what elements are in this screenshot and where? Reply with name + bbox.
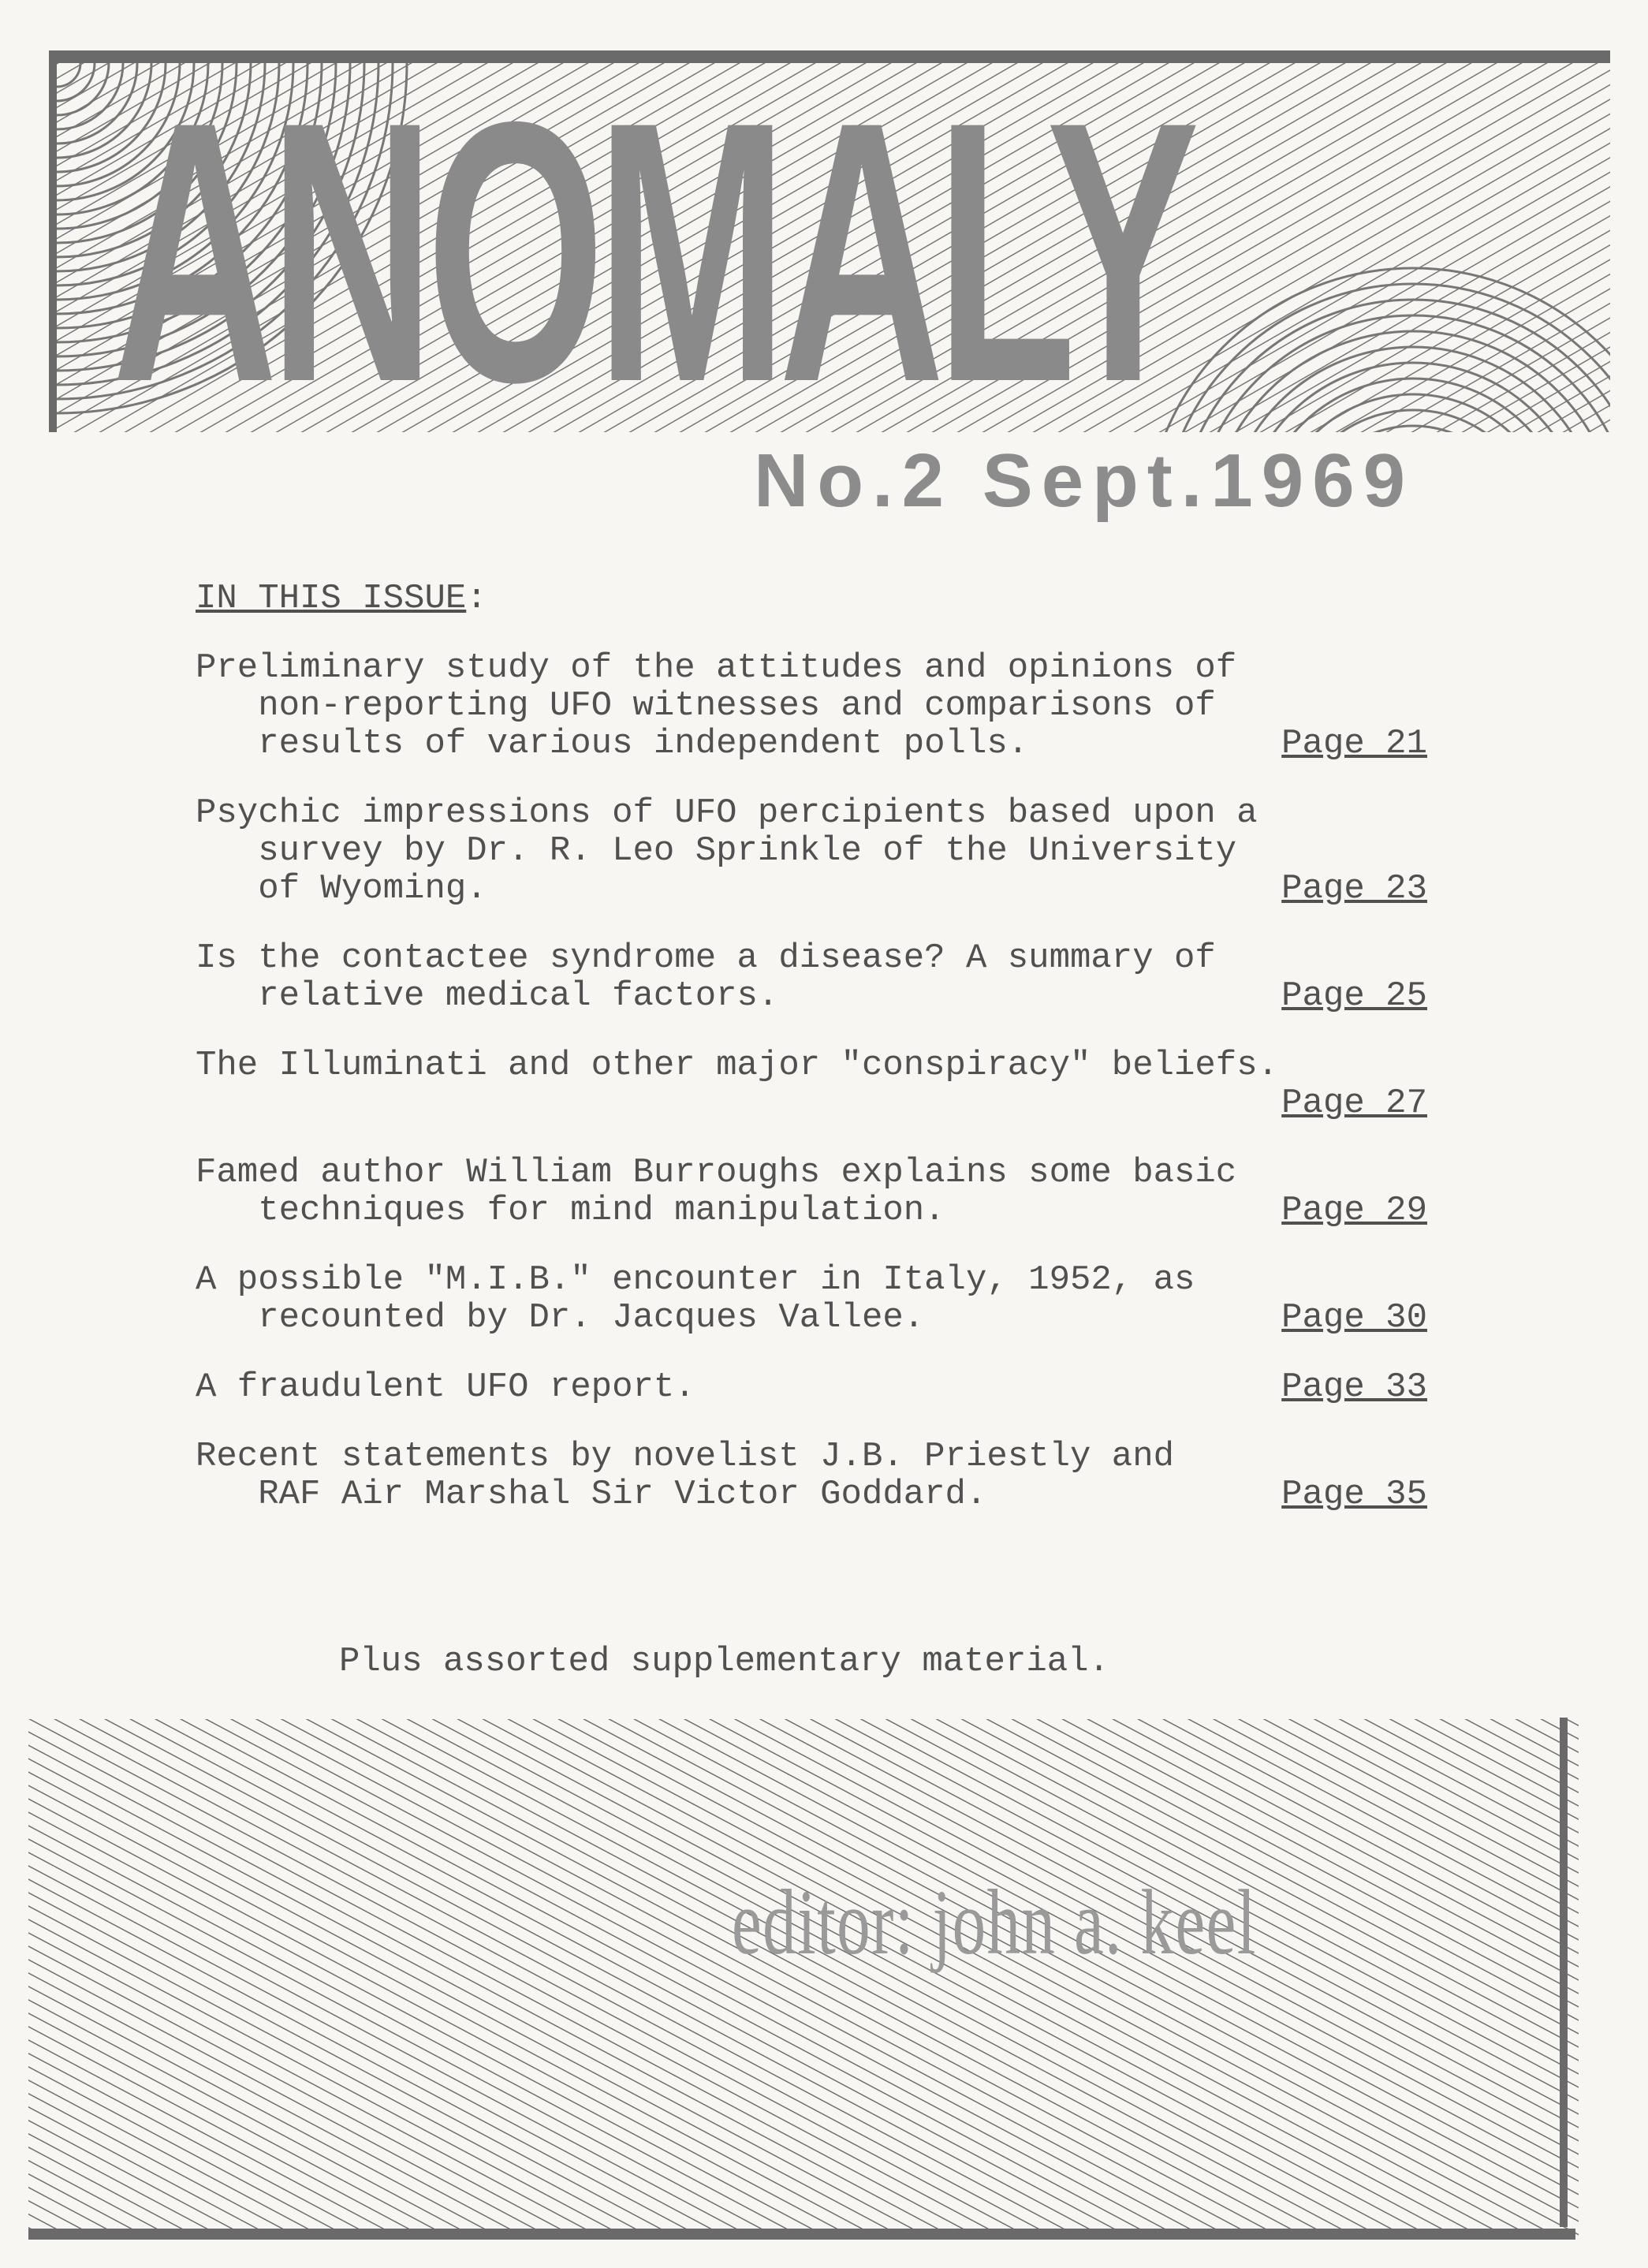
toc-heading-colon: :	[466, 579, 487, 618]
toc-entry-text: Preliminary study of the attitudes and opinions of non-reporting UFO witnesses and comparisons of results of various independent polls.	[196, 648, 1237, 763]
footer-right-rule	[1560, 1718, 1568, 2227]
toc-entry-text: A fraudulent UFO report.	[196, 1367, 695, 1407]
toc-entry-text: Recent statements by novelist J.B. Priestly and RAF Air Marshal Sir Victor Goddard.	[196, 1437, 1175, 1514]
table-of-contents	[196, 580, 1426, 1545]
footer-hatch-panel	[28, 1719, 1579, 2240]
toc-page-ref: Page 35	[1281, 1475, 1427, 1514]
issue-number-date: No.2 Sept.1969	[754, 438, 1414, 523]
toc-heading	[196, 580, 1426, 617]
toc-entry	[196, 649, 1426, 763]
toc-entry-text: Famed author William Burroughs explains some basic techniques for mind manipulation.	[196, 1153, 1237, 1230]
editor-credit: editor: john a. keel	[732, 1871, 1257, 1974]
toc-entry-text: Psychic impressions of UFO percipients based upon a survey by Dr. R. Leo Sprinkle of the University of Wyoming.	[196, 793, 1258, 908]
toc-page-ref: Page 33	[1281, 1367, 1427, 1407]
footer-line-pattern	[28, 1719, 1579, 2240]
toc-entry	[196, 1261, 1426, 1337]
toc-entry	[196, 1368, 1426, 1406]
toc-entry	[196, 939, 1426, 1015]
toc-page-ref: Page 27	[1281, 1084, 1427, 1123]
toc-entry	[196, 1438, 1426, 1513]
footer-bottom-rule	[28, 2229, 1575, 2240]
toc-entry	[196, 1046, 1426, 1122]
toc-heading-text: IN THIS ISSUE	[196, 579, 467, 618]
toc-entry	[196, 794, 1426, 908]
toc-entry-text: Is the contactee syndrome a disease? A summary of relative medical factors.	[196, 938, 1216, 1016]
toc-page-ref: Page 23	[1281, 869, 1427, 908]
toc-entry-text: The Illuminati and other major "conspiracy" beliefs.	[196, 1046, 1279, 1085]
toc-page-ref: Page 21	[1281, 724, 1427, 763]
masthead-title: ANOMALY	[112, 50, 1191, 432]
toc-page-ref: Page 30	[1281, 1298, 1427, 1337]
toc-page-ref: Page 29	[1281, 1191, 1427, 1230]
masthead	[49, 50, 1610, 432]
toc-entry-text: A possible "M.I.B." encounter in Italy, 1952, as recounted by Dr. Jacques Vallee.	[196, 1260, 1195, 1337]
toc-page-ref: Page 25	[1281, 976, 1427, 1016]
supplementary-note: Plus assorted supplementary material.	[339, 1642, 1109, 1681]
toc-entry	[196, 1154, 1426, 1229]
